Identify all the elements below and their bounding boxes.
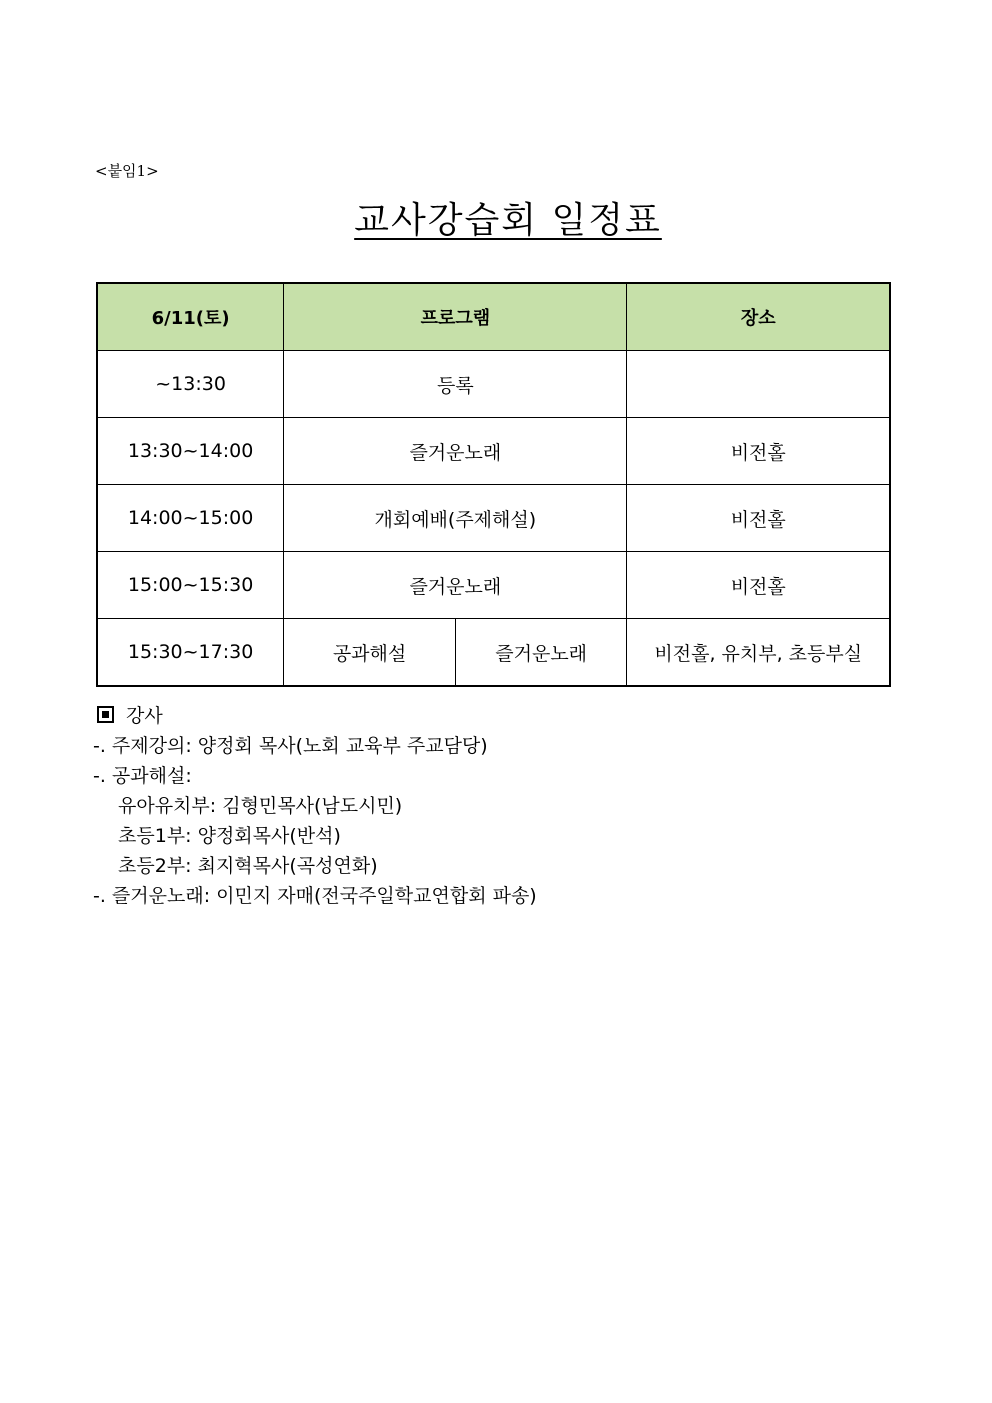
header-place: 장소 — [627, 283, 890, 351]
header-program: 프로그램 — [284, 283, 627, 351]
cell-time: 15:30~17:30 — [97, 619, 284, 687]
header-date: 6/11(토) — [97, 283, 284, 351]
cell-program-b: 즐거운노래 — [455, 619, 627, 687]
instructor-notes — [93, 701, 537, 911]
filled-square-icon — [97, 706, 114, 723]
cell-program: 즐거운노래 — [284, 552, 627, 619]
cell-place: 비전홀 — [627, 485, 890, 552]
attachment-label: <붙임1> — [95, 162, 159, 180]
cell-place: 비전홀 — [627, 552, 890, 619]
cell-time: 14:00~15:00 — [97, 485, 284, 552]
table-header-row — [97, 283, 890, 351]
table-row — [97, 351, 890, 418]
table-row — [97, 552, 890, 619]
cell-time: 15:00~15:30 — [97, 552, 284, 619]
cell-place: 비전홀, 유치부, 초등부실 — [627, 619, 890, 687]
cell-place — [627, 351, 890, 418]
table-row — [97, 485, 890, 552]
cell-program-a: 공과해설 — [284, 619, 456, 687]
note-line: 초등2부: 최지혁목사(곡성연화) — [118, 855, 378, 877]
note-line: -. 공과해설: — [93, 765, 192, 787]
cell-program: 개회예배(주제해설) — [284, 485, 627, 552]
note-line: -. 주제강의: 양정회 목사(노회 교육부 주교담당) — [93, 735, 488, 757]
notes-heading: 강사 — [93, 701, 537, 731]
table-row — [97, 619, 890, 687]
cell-place: 비전홀 — [627, 418, 890, 485]
table-row — [97, 418, 890, 485]
note-line: 유아유치부: 김형민목사(남도시민) — [118, 795, 403, 817]
cell-time: ~13:30 — [97, 351, 284, 418]
note-line: 초등1부: 양정회목사(반석) — [118, 825, 341, 847]
cell-program: 등록 — [284, 351, 627, 418]
cell-time: 13:30~14:00 — [97, 418, 284, 485]
cell-program: 즐거운노래 — [284, 418, 627, 485]
note-line: -. 즐거운노래: 이민지 자매(전국주일학교연합회 파송) — [93, 885, 537, 907]
schedule-table — [96, 282, 891, 687]
page-title: 교사강습회 일정표 — [354, 200, 662, 241]
